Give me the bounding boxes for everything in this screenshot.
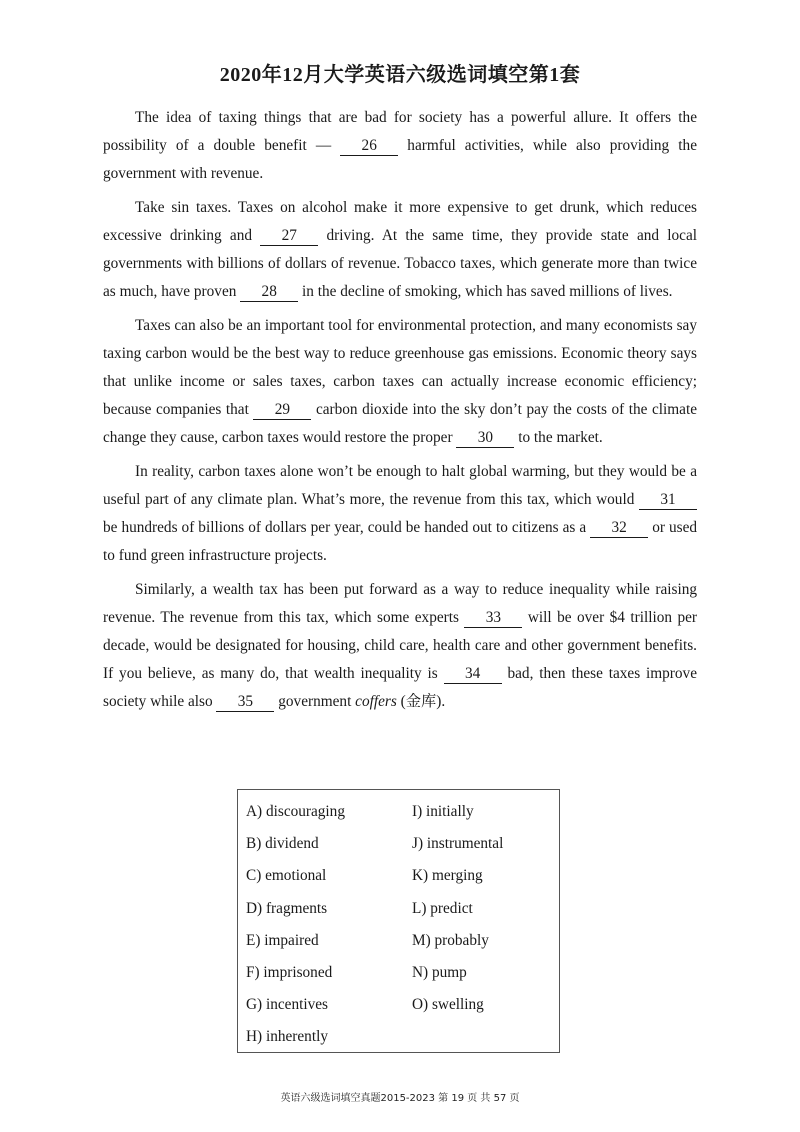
word-bank-right-column — [412, 796, 503, 1021]
word-option: A) discouraging — [246, 803, 345, 820]
word-option: F) imprisoned — [246, 964, 333, 982]
word-option: E) impaired — [246, 931, 319, 949]
word-option: B) dividend — [246, 835, 319, 853]
word-option: H) inherently — [246, 1028, 328, 1046]
paragraph — [103, 104, 697, 188]
text-run: (金库). — [396, 693, 446, 710]
blank-34: 34 — [444, 665, 502, 684]
paragraph — [103, 312, 697, 452]
word-bank-left-column — [246, 796, 345, 1054]
word-option: L) predict — [412, 899, 473, 917]
text-run: or used to fund green infrastructure projects. — [103, 519, 698, 564]
word-option: C) emotional — [246, 867, 327, 885]
text-run: government — [274, 693, 356, 710]
word-option: J) instrumental — [412, 835, 504, 853]
word-option: G) incentives — [246, 996, 328, 1014]
text-run: to the market. — [514, 429, 603, 446]
blank-27: 27 — [260, 227, 318, 246]
paragraph — [103, 458, 697, 570]
blank-35: 35 — [216, 693, 274, 712]
word-option: I) initially — [412, 803, 474, 820]
word-option: N) pump — [412, 964, 467, 982]
word-option: M) probably — [412, 931, 489, 949]
blank-33: 33 — [464, 609, 522, 628]
blank-30: 30 — [456, 429, 514, 448]
text-run: in the decline of smoking, which has saved millions of lives. — [298, 283, 673, 300]
page-title: 2020年12月大学英语六级选词填空第1套 — [219, 64, 581, 86]
passage — [103, 104, 697, 722]
text-run: In reality, carbon taxes alone won’t be enough to halt global warming, but they would be a useful part of any climate plan. What’s more, the revenue from this tax, which would — [103, 463, 697, 508]
blank-26: 26 — [340, 137, 398, 156]
text-run: The idea of taxing things that are bad for society has a powerful allure. It offers the possibility of a double benefit — — [103, 109, 697, 154]
page-footer: 英语六级选词填空真题2015-2023 第 19 页 共 57 页 — [280, 1093, 520, 1104]
text-run: harmful activities, while also providing the government with revenue. — [103, 137, 697, 182]
blank-29: 29 — [253, 401, 311, 420]
blank-31: 31 — [639, 491, 697, 510]
text-run: Take sin taxes. Taxes on alcohol make it more expensive to get drunk, which reduces excessive drinking and — [103, 199, 697, 244]
text-run: Similarly, a wealth tax has been put forward as a way to reduce inequality while raising revenue. The revenue from this tax, which some experts — [103, 581, 697, 626]
text-run: carbon dioxide into the sky don’t pay the costs of the climate change they cause, carbon taxes would restore the proper — [103, 401, 697, 446]
blank-32: 32 — [590, 519, 648, 538]
italic-term: coffers — [355, 693, 397, 710]
paragraph — [103, 194, 697, 306]
text-run: bad, then these taxes improve society while also — [103, 665, 697, 710]
text-run: driving. At the same time, they provide state and local governments with billions of dollars of revenue. Tobacco taxes, which generate more than twice as much, have proven — [103, 227, 697, 300]
text-run: will be over $4 trillion per decade, would be designated for housing, child care, health care and other government benefits. If you believe, as many do, that wealth inequality is — [103, 609, 697, 682]
word-option: O) swelling — [412, 996, 484, 1014]
text-run: Taxes can also be an important tool for environmental protection, and many economists say taxing carbon would be the best way to reduce greenhouse gas emissions. Economic theory says that unlike income or sales taxes, carbon taxes can actually increase economic efficiency; because companies that — [103, 317, 697, 418]
text-run: be hundreds of billions of dollars per year, could be handed out to citizens as a — [103, 519, 591, 536]
paragraph — [103, 576, 697, 716]
word-bank — [237, 789, 560, 1053]
word-option: K) merging — [412, 867, 483, 885]
word-option: D) fragments — [246, 899, 328, 917]
blank-28: 28 — [240, 283, 298, 302]
